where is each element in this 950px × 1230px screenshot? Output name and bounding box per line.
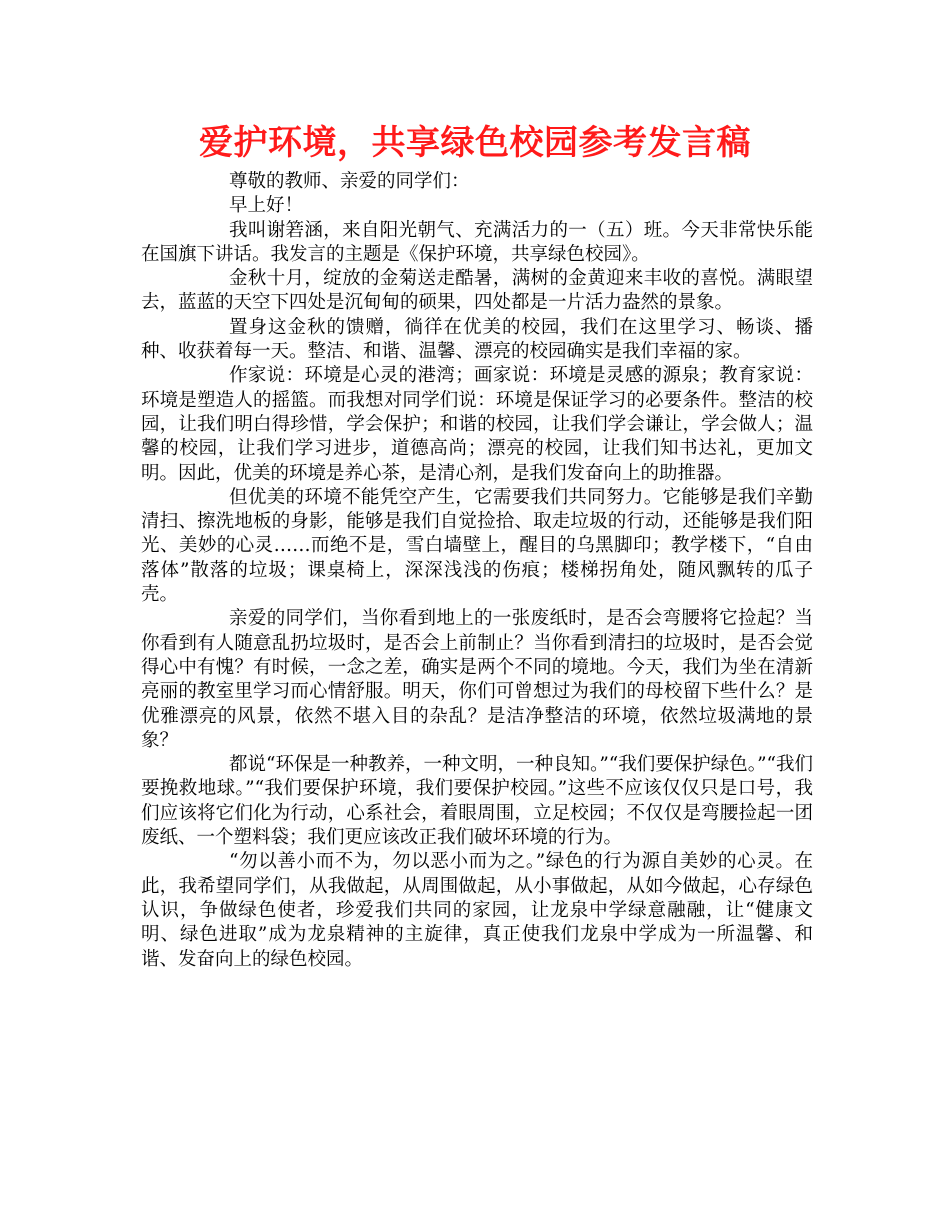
paragraph: 置身这金秋的馈赠，徜徉在优美的校园，我们在这里学习、畅谈、播种、收获着每一天。整洁、和谐、温馨、漂亮的校园确实是我们幸福的家。 bbox=[141, 316, 813, 363]
paragraph: 亲爱的同学们，当你看到地上的一张废纸时，是否会弯腰将它捡起？当你看到有人随意乱扔垃圾时，是否会上前制止？当你看到清扫的垃圾时，是否会觉得心中有愧？有时候，一念之差，确实是两个不同的境地。今天，我们为坐在清新亮丽的教室里学习而心情舒服。明天，你们可曾想过为我们的母校留下些什么？是优雅漂亮的风景，依然不堪入目的杂乱？是洁净整洁的环境，依然垃圾满地的景象？ bbox=[141, 608, 813, 751]
paragraph: 作家说：环境是心灵的港湾；画家说：环境是灵感的源泉；教育家说：环境是塑造人的摇篮。而我想对同学们说：环境是保证学习的必要条件。整洁的校园，让我们明白得珍惜，学会保护；和谐的校园，让我们学会谦让，学会做人；温馨的校园，让我们学习进步，道德高尚；漂亮的校园，让我们知书达礼，更加文明。因此，优美的环境是养心茶，是清心剂，是我们发奋向上的助推器。 bbox=[141, 365, 813, 484]
document-body bbox=[141, 170, 813, 972]
paragraph: 金秋十月，绽放的金菊送走酷暑，满树的金黄迎来丰收的喜悦。满眼望去，蓝蓝的天空下四处是沉甸甸的硕果，四处都是一片活力盎然的景象。 bbox=[141, 268, 813, 314]
paragraph: 我叫谢箬涵，来自阳光朝气、充满活力的一（五）班。今天非常快乐能在国旗下讲话。我发言的主题是《保护环境，共享绿色校园》。 bbox=[141, 219, 813, 265]
paragraph: 都说“环保是一种教养，一种文明，一种良知。”“我们要保护绿色。”“我们要挽救地球。”“我们要保护环境，我们要保护校园。”这些不应该仅仅只是口号，我们应该将它们化为行动，心系社会，着眼周围，立足校园；不仅仅是弯腰捡起一团废纸、一个塑料袋；我们更应该改正我们破坏环境的行为。 bbox=[141, 754, 813, 849]
paragraph: “勿以善小而不为，勿以恶小而为之。”绿色的行为源自美妙的心灵。在此，我希望同学们，从我做起，从周围做起，从小事做起，从如今做起，心存绿色认识，争做绿色使者，珍爱我们共同的家园，让龙泉中学绿意融融，让“健康文明、绿色进取”成为龙泉精神的主旋律，真正使我们龙泉中学成为一所温馨、和谐、发奋向上的绿色校园。 bbox=[141, 851, 813, 970]
document-title: 爱护环境，共享绿色校园参考发言稿 bbox=[199, 123, 751, 163]
salutation: 尊敬的教师、亲爱的同学们： bbox=[229, 171, 470, 192]
greeting: 早上好！ bbox=[229, 195, 304, 217]
paragraph: 但优美的环境不能凭空产生，它需要我们共同努力。它能够是我们辛勤清扫、擦洗地板的身影，能够是我们自觉捡拾、取走垃圾的行动，还能够是我们阳光、美妙的心灵……而绝不是，雪白墙壁上，醒目的乌黑脚印；教学楼下，“自由落体”散落的垃圾；课桌椅上，深深浅浅的伤痕；楼梯拐角处，随风飘转的瓜子壳。 bbox=[141, 486, 813, 606]
